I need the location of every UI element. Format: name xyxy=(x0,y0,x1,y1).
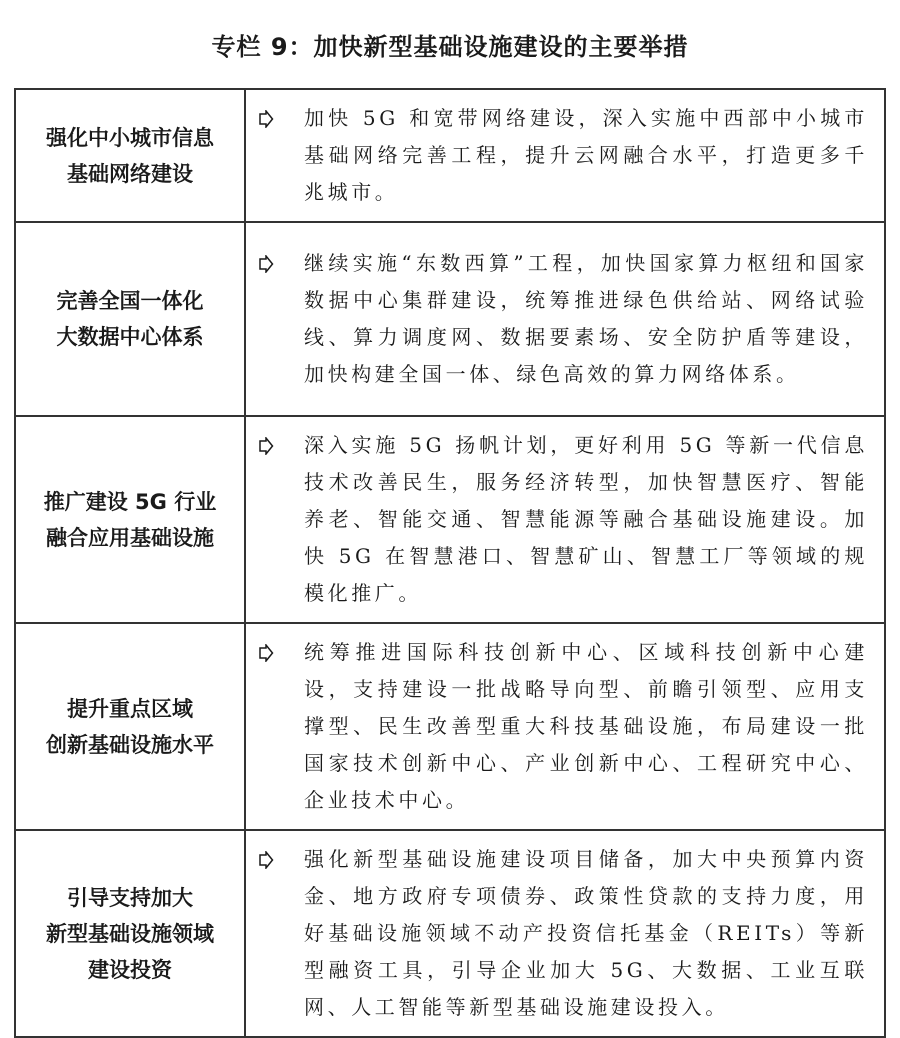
row-label-line: 大数据中心体系 xyxy=(56,325,204,349)
row-label-line: 强化中小城市信息 xyxy=(46,125,214,150)
row-label-line: 融合应用基础设施 xyxy=(46,525,214,550)
measure-text: 强化新型基础设施建设项目储备，加大中央预算内资金、地方政府专项债券、政策性贷款的支持力度，用好基础设施领域不动产投资信托基金（REITs）等新型融资工具，引导企业加大 5G、大数据、工业互联网、人工智能等新型基础设施建设投入。 xyxy=(304,847,868,1019)
measure-item xyxy=(258,841,868,1026)
measure-text: 继续实施“东数西算”工程，加快国家算力枢纽和国家数据中心集群建设，统筹推进绿色供给站、网络试验线、算力调度网、数据要素场、安全防护盾等建设，加快构建全国一体、绿色高效的算力网络体系。 xyxy=(304,251,868,386)
measure-item xyxy=(258,634,868,819)
table-row xyxy=(15,416,885,623)
row-label-line: 基础网络建设 xyxy=(67,161,193,186)
row-content-cell xyxy=(245,222,885,416)
measure-item xyxy=(258,245,868,393)
row-label-line: 引导支持加大 xyxy=(67,885,193,910)
row-content-cell xyxy=(245,416,885,623)
measure-item xyxy=(258,427,868,612)
row-content-cell xyxy=(245,830,885,1037)
measures-table xyxy=(14,88,886,1038)
row-label-line: 创新基础设施水平 xyxy=(46,732,214,757)
row-label-line: 新型基础设施领域 xyxy=(46,921,214,946)
measure-text: 深入实施 5G 扬帆计划，更好利用 5G 等新一代信息技术改善民生，服务经济转型，加快智慧医疗、智能养老、智能交通、智慧能源等融合基础设施建设。加快 5G 在智慧港口、智慧矿山、智慧工厂等领域的规模化推广。 xyxy=(304,433,868,605)
row-label-cell xyxy=(15,222,245,416)
hollow-right-arrow-icon xyxy=(258,245,304,282)
table-row xyxy=(15,623,885,830)
measure-text: 加快 5G 和宽带网络建设，深入实施中西部中小城市基础网络完善工程，提升云网融合水平，打造更多千兆城市。 xyxy=(304,106,868,204)
row-label-cell xyxy=(15,623,245,830)
hollow-right-arrow-icon xyxy=(258,100,304,137)
row-label-line: 完善全国一体化 xyxy=(56,289,204,313)
row-content-cell xyxy=(245,623,885,830)
row-label-line: 推广建设 5G 行业 xyxy=(43,489,217,514)
hollow-right-arrow-icon xyxy=(258,841,304,878)
row-label-cell xyxy=(15,89,245,222)
hollow-right-arrow-icon xyxy=(258,427,304,464)
measure-item xyxy=(258,100,868,211)
row-label-line: 提升重点区域 xyxy=(67,696,193,721)
hollow-right-arrow-icon xyxy=(258,634,304,671)
row-label-line: 建设投资 xyxy=(88,957,172,982)
row-label-cell xyxy=(15,830,245,1037)
table-row xyxy=(15,222,885,416)
row-content-cell xyxy=(245,89,885,222)
page-title: 专栏 9：加快新型基础设施建设的主要举措 xyxy=(211,33,689,61)
table-row xyxy=(15,89,885,222)
row-label-cell xyxy=(15,416,245,623)
table-row xyxy=(15,830,885,1037)
measure-text: 统筹推进国际科技创新中心、区域科技创新中心建设，支持建设一批战略导向型、前瞻引领型、应用支撑型、民生改善型重大科技基础设施，布局建设一批国家技术创新中心、产业创新中心、工程研究中心、企业技术中心。 xyxy=(304,640,868,812)
